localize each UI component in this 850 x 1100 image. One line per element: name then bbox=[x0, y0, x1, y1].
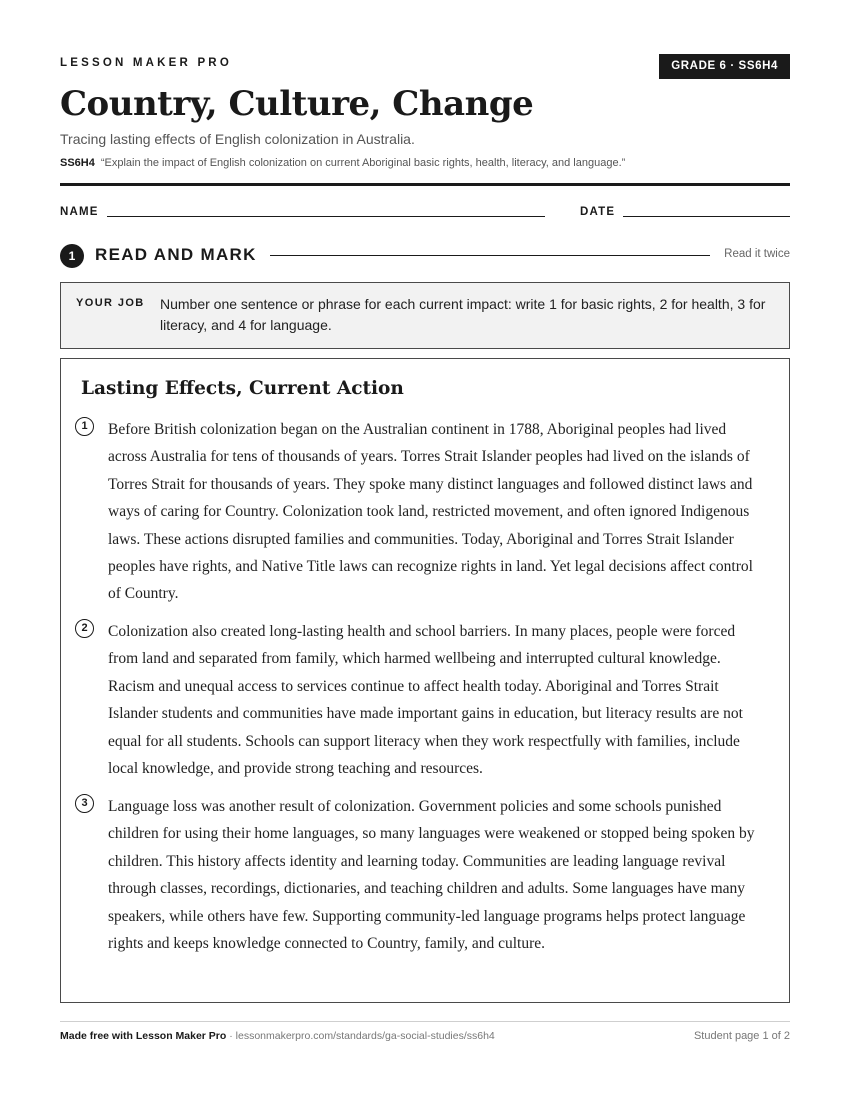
reading-title: Lasting Effects, Current Action bbox=[81, 378, 404, 399]
section-header bbox=[60, 243, 790, 267]
date-field[interactable] bbox=[623, 216, 790, 217]
standard-code: SS6H4 bbox=[60, 157, 95, 169]
standard-line bbox=[60, 157, 625, 169]
page-number: Student page 1 of 2 bbox=[693, 1030, 790, 1042]
instructions-text: Number one sentence or phrase for each current impact: write 1 for basic rights, 2 for health, 3 for literacy, and 4 for language. bbox=[160, 296, 766, 333]
footer-url[interactable]: · lessonmakerpro.com/standards/ga-social-studies/ss6h4 bbox=[229, 1030, 495, 1042]
instructions-box bbox=[60, 282, 790, 349]
standard-text: “Explain the impact of English colonization on current Aboriginal basic rights, health, literacy, and language.” bbox=[100, 157, 626, 169]
instructions-label: YOUR JOB bbox=[76, 297, 145, 309]
footer-divider bbox=[60, 1021, 790, 1022]
section-title: READ AND MARK bbox=[95, 245, 257, 264]
grade-badge: GRADE 6 · SS6H4 bbox=[659, 54, 790, 79]
footer-credit bbox=[60, 1030, 495, 1042]
paragraph-text: Language loss was another result of colonization. Government policies and some schools punished children for using their home languages, so many languages were weakened or stopped being spoken by children. This history affects identity and learning today. Communities are leading language revival through classes, recordings, dictionaries, and teaching children and adults. Some languages have many speakers, while others have few. Supporting community-led language programs helps protect language rights and keeps knowledge connected to Country, family, and culture. bbox=[108, 798, 755, 953]
name-label: NAME bbox=[60, 206, 99, 218]
paragraph-text: Before British colonization began on the Australian continent in 1788, Aboriginal peoples had lived across Australia for tens of thousands of years. Torres Strait Islander peoples had lived on the islands of Torres Strait for thousands of years. They spoke many distinct languages and followed distinct laws and ways of caring for Country. Colonization took land, restricted movement, and often ignored Indigenous laws. These actions disrupted families and communities. Today, Aboriginal and Torres Strait Islander peoples have rights, and Native Title laws can recognize rights in land. Yet legal decisions affect control of Country. bbox=[108, 421, 753, 603]
name-date-row bbox=[60, 204, 790, 220]
paragraph-number: 1 bbox=[75, 417, 94, 436]
paragraph-number: 3 bbox=[75, 794, 94, 813]
section-number-badge: 1 bbox=[60, 244, 84, 268]
brand-name: LESSON MAKER PRO bbox=[60, 57, 232, 69]
footer-made-with: Made free with Lesson Maker Pro bbox=[60, 1030, 227, 1042]
paragraph-number: 2 bbox=[75, 619, 94, 638]
section-divider bbox=[270, 255, 710, 256]
page-subtitle: Tracing lasting effects of English colonization in Australia. bbox=[60, 131, 415, 147]
name-field[interactable] bbox=[107, 216, 545, 217]
section-note: Read it twice bbox=[724, 248, 790, 260]
date-label: DATE bbox=[580, 206, 616, 218]
reading-passage bbox=[60, 358, 790, 1003]
paragraph-text: Colonization also created long-lasting health and school barriers. In many places, people were forced from land and separated from family, which harmed wellbeing and interrupted cultural knowledge. Racism and unequal access to services continue to affect health today. Aboriginal and Torres Strait Islander students and communities have made important gains in education, but literacy results are not equal for all students. Schools can support literacy when they work respectfully with families, include local knowledge, and provide strong teaching and resources. bbox=[108, 623, 743, 778]
page-title: Country, Culture, Change bbox=[60, 84, 534, 124]
header-divider bbox=[60, 183, 790, 186]
